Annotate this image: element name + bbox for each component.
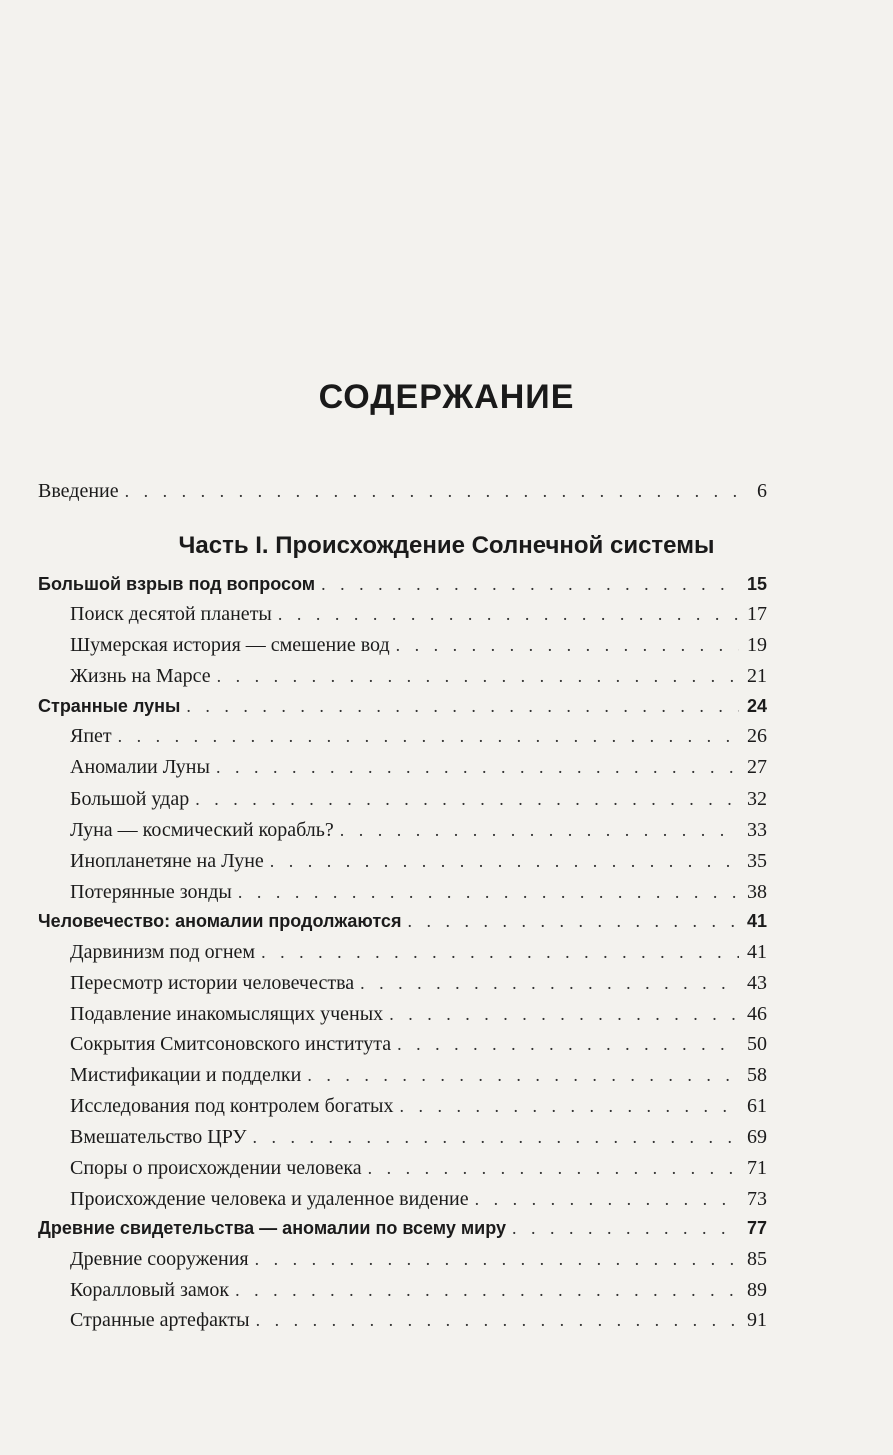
dot-leader bbox=[255, 1244, 739, 1274]
dot-leader bbox=[340, 815, 739, 845]
toc-entry-title: Исследования под контролем богатых bbox=[70, 1095, 394, 1117]
toc-page-number: 6 bbox=[757, 480, 767, 502]
toc-page-number: 69 bbox=[747, 1126, 767, 1148]
toc-page-number: 21 bbox=[747, 665, 767, 687]
toc-entry bbox=[70, 630, 767, 660]
toc-entry bbox=[70, 815, 767, 845]
toc-page-number: 41 bbox=[746, 911, 767, 931]
toc-entry bbox=[70, 937, 767, 967]
toc-entry-title: Инопланетяне на Луне bbox=[70, 850, 264, 872]
toc-page-number: 73 bbox=[747, 1188, 767, 1210]
toc-entry bbox=[70, 846, 767, 876]
toc-entry-title: Споры о происхождении человека bbox=[70, 1157, 362, 1179]
toc-entry-title: Япет bbox=[70, 725, 112, 747]
toc-entry-title: Мистификации и подделки bbox=[70, 1064, 302, 1086]
toc-entry-intro bbox=[38, 476, 767, 506]
dot-leader bbox=[278, 599, 739, 629]
dot-leader bbox=[253, 1122, 739, 1152]
toc-entry bbox=[70, 1275, 767, 1305]
toc-entry-title: Странные артефакты bbox=[70, 1309, 250, 1331]
toc-entry-title: Введение bbox=[38, 480, 119, 502]
toc-entry-title: Подавление инакомыслящих ученых bbox=[70, 1003, 384, 1025]
dot-leader bbox=[321, 569, 739, 599]
toc-entry-title: Луна — космический корабль? bbox=[70, 819, 334, 841]
toc-section bbox=[38, 691, 767, 721]
toc-section-title: Большой взрыв под вопросом bbox=[38, 574, 316, 594]
toc-page-number: 27 bbox=[747, 756, 767, 778]
toc-entry-title: Аномалии Луны bbox=[70, 756, 210, 778]
dot-leader bbox=[512, 1213, 739, 1243]
dot-leader bbox=[400, 1091, 740, 1121]
toc-page-number: 89 bbox=[747, 1279, 767, 1301]
toc-page-number: 26 bbox=[747, 725, 767, 747]
toc-entry-title: Поиск десятой планеты bbox=[70, 603, 272, 625]
toc-page-number: 19 bbox=[747, 634, 767, 656]
toc-section-title: Странные луны bbox=[38, 696, 181, 716]
dot-leader bbox=[261, 937, 739, 967]
dot-leader bbox=[270, 846, 739, 876]
toc-entry-title: Жизнь на Марсе bbox=[70, 665, 211, 687]
toc-page-number: 32 bbox=[747, 788, 767, 810]
toc-page-number: 91 bbox=[747, 1309, 767, 1331]
dot-leader bbox=[475, 1184, 739, 1214]
toc-entry bbox=[70, 752, 767, 782]
toc-entry bbox=[70, 1060, 767, 1090]
dot-leader bbox=[397, 1029, 739, 1059]
dot-leader bbox=[396, 630, 739, 660]
dot-leader bbox=[125, 476, 739, 506]
toc-entry-title: Коралловый замок bbox=[70, 1279, 230, 1301]
dot-leader bbox=[360, 968, 739, 998]
toc-page-number: 15 bbox=[746, 574, 767, 594]
dot-leader bbox=[407, 906, 739, 936]
toc-entry bbox=[70, 1091, 767, 1121]
toc-page-number: 33 bbox=[747, 819, 767, 841]
toc-entry-title: Дарвинизм под огнем bbox=[70, 941, 256, 963]
dot-leader bbox=[216, 752, 739, 782]
toc-page-number: 61 bbox=[747, 1095, 767, 1117]
toc-page-number: 24 bbox=[746, 696, 767, 716]
toc-entry-title: Вмешательство ЦРУ bbox=[70, 1126, 247, 1148]
dot-leader bbox=[238, 877, 739, 907]
toc-entry bbox=[70, 721, 767, 751]
toc-entry bbox=[70, 1029, 767, 1059]
toc-page-number: 58 bbox=[747, 1064, 767, 1086]
toc-entry bbox=[70, 999, 767, 1029]
dot-leader bbox=[217, 661, 739, 691]
dot-leader bbox=[389, 999, 739, 1029]
toc-entry bbox=[70, 1244, 767, 1274]
toc-entry bbox=[70, 1184, 767, 1214]
dot-leader bbox=[235, 1275, 739, 1305]
toc-page-number: 43 bbox=[747, 972, 767, 994]
toc-entry bbox=[70, 877, 767, 907]
toc-page-number: 38 bbox=[747, 881, 767, 903]
toc-section bbox=[38, 1213, 767, 1243]
toc-page-number: 35 bbox=[747, 850, 767, 872]
dot-leader bbox=[195, 784, 739, 814]
toc-section bbox=[38, 906, 767, 936]
toc-entry-title: Пересмотр истории человечества bbox=[70, 972, 355, 994]
toc-entry-title: Шумерская история — смешение вод bbox=[70, 634, 390, 656]
toc-page-number: 71 bbox=[747, 1157, 767, 1179]
toc-entry bbox=[70, 1305, 767, 1335]
dot-leader bbox=[118, 721, 739, 751]
toc-section bbox=[38, 569, 767, 599]
dot-leader bbox=[307, 1060, 739, 1090]
toc-section-title: Человечество: аномалии продолжаются bbox=[38, 911, 402, 931]
toc-page-number: 41 bbox=[747, 941, 767, 963]
toc-entry-title: Потерянные зонды bbox=[70, 881, 232, 903]
toc-heading: СОДЕРЖАНИЕ bbox=[318, 378, 575, 416]
toc-page-number: 77 bbox=[746, 1218, 767, 1238]
part-title: Часть I. Происхождение Солнечной системы bbox=[178, 532, 715, 559]
dot-leader bbox=[256, 1305, 739, 1335]
toc-entry-title: Древние сооружения bbox=[70, 1248, 249, 1270]
dot-leader bbox=[186, 691, 739, 721]
toc-entry bbox=[70, 968, 767, 998]
toc-page-number: 46 bbox=[747, 1003, 767, 1025]
toc-entry-title: Большой удар bbox=[70, 788, 190, 810]
toc-entry bbox=[70, 661, 767, 691]
toc-page-number: 85 bbox=[747, 1248, 767, 1270]
toc-entry bbox=[70, 599, 767, 629]
toc-entry bbox=[70, 1122, 767, 1152]
toc-page-number: 17 bbox=[747, 603, 767, 625]
dot-leader bbox=[368, 1153, 739, 1183]
toc-section-title: Древние свидетельства — аномалии по всему миру bbox=[38, 1218, 506, 1238]
toc-entry-title: Сокрытия Смитсоновского института bbox=[70, 1033, 392, 1055]
toc-page-number: 50 bbox=[747, 1033, 767, 1055]
toc-entry bbox=[70, 784, 767, 814]
toc-entry bbox=[70, 1153, 767, 1183]
toc-entry-title: Происхождение человека и удаленное видение bbox=[70, 1188, 469, 1210]
